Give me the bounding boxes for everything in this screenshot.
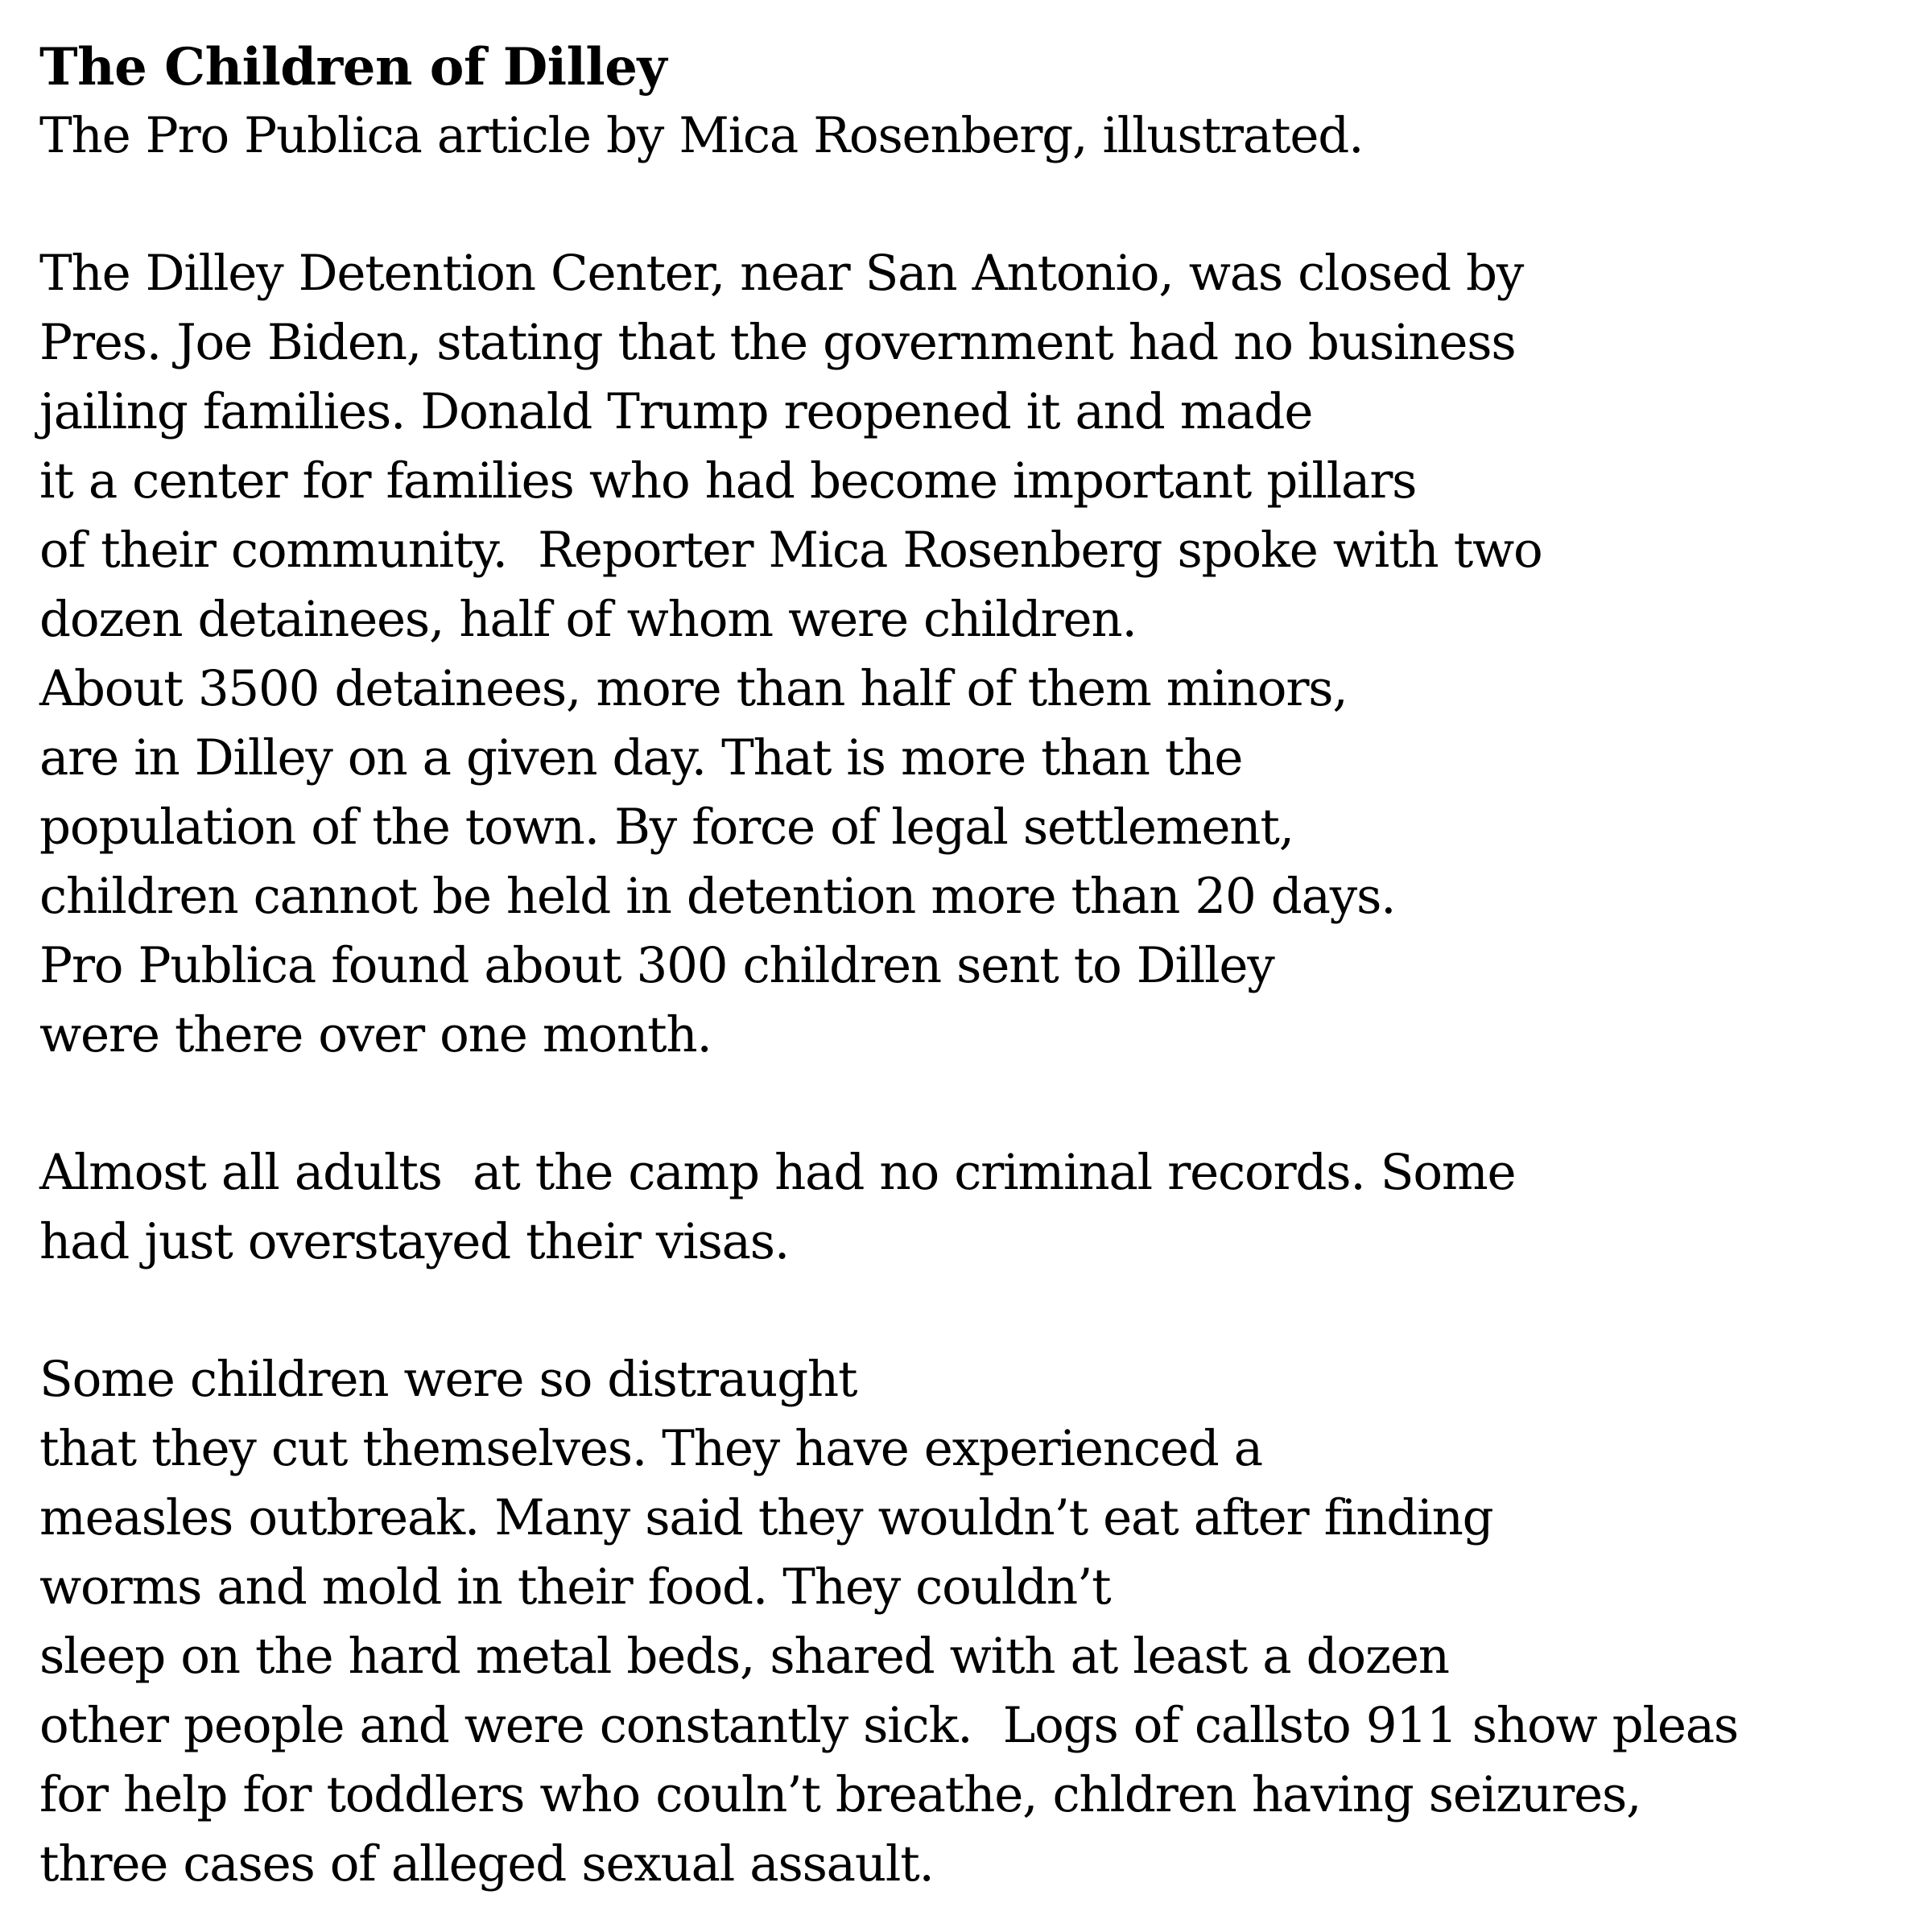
text-line: Pres. Joe Biden, stating that the government had no business — [39, 314, 1516, 371]
text-line: population of the town. By force of legal settlement, — [39, 799, 1294, 856]
text-line: that they cut themselves. They have experienced a — [39, 1420, 1262, 1477]
text-line: are in Dilley on a given day. That is more than the — [39, 729, 1243, 786]
text-line: for help for toddlers who couln’t breathe, chldren having seizures, — [39, 1766, 1641, 1823]
text-line: sleep on the hard metal beds, shared with at least a dozen — [39, 1628, 1449, 1685]
text-line: About 3500 detainees, more than half of them minors, — [39, 660, 1348, 717]
text-line: Almost all adults at the camp had no criminal records. Some — [39, 1144, 1516, 1201]
text-line: had just overstayed their visas. — [39, 1213, 790, 1270]
text-line: it a center for families who had become important pillars — [39, 452, 1417, 510]
text-line: other people and were constantly sick. Logs of callsto 911 show pleas — [39, 1697, 1739, 1754]
text-line: children cannot be held in detention more than 20 days. — [39, 868, 1396, 925]
text-line: Pro Publica found about 300 children sent to Dilley — [39, 937, 1274, 994]
text-line: jailing families. Donald Trump reopened it and made — [39, 383, 1313, 440]
document-subtitle: The Pro Publica article by Mica Rosenberg, illustrated. — [39, 107, 1364, 164]
text-line: Some children were so distraught — [39, 1351, 857, 1408]
text-line: The Dilley Detention Center, near San Antonio, was closed by — [39, 245, 1524, 302]
text-line: measles outbreak. Many said they wouldn’t eat after finding — [39, 1489, 1493, 1546]
text-line: three cases of alleged sexual assault. — [39, 1835, 934, 1893]
text-line: dozen detainees, half of whom were children. — [39, 591, 1137, 648]
text-line: of their community. Reporter Mica Rosenberg spoke with two — [39, 522, 1542, 579]
text-line: were there over one month. — [39, 1006, 712, 1063]
text-line: worms and mold in their food. They couldn’t — [39, 1558, 1111, 1616]
document-title: The Children of Dilley — [39, 37, 667, 97]
